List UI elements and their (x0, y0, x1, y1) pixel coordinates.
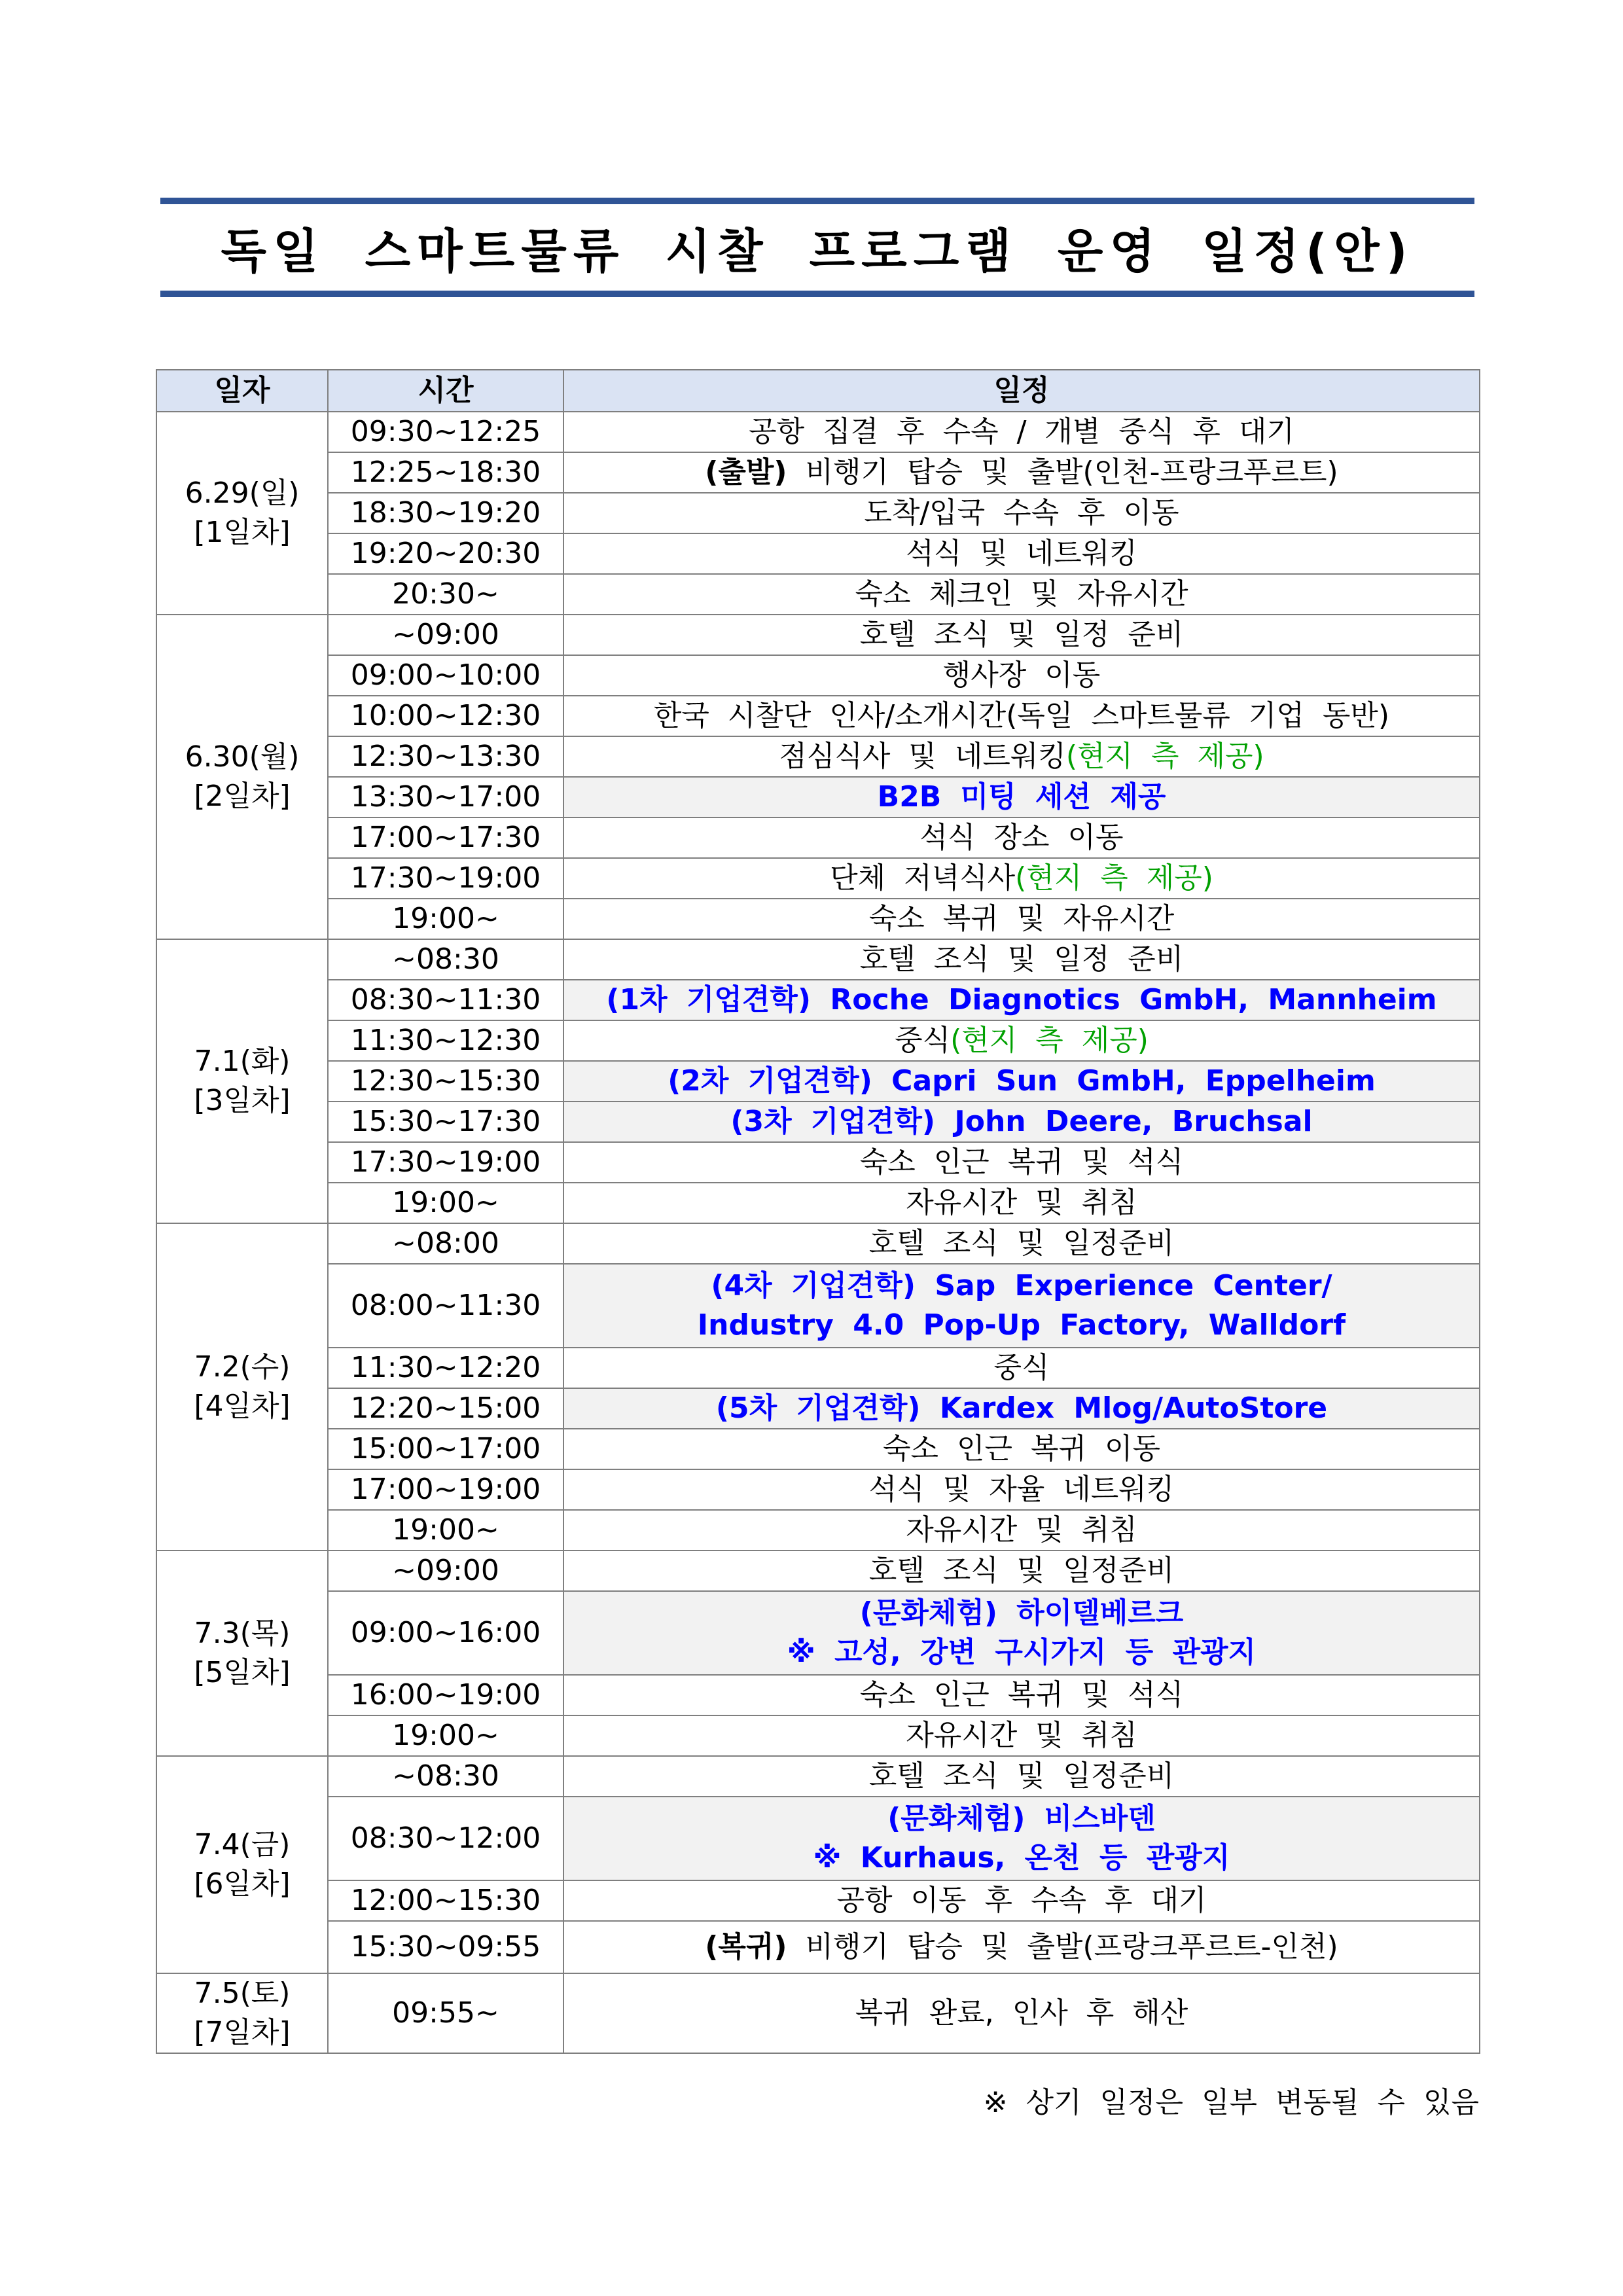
event-cell (563, 1348, 1480, 1388)
time-cell: 17:30~19:00 (328, 858, 563, 899)
event-line (564, 1429, 1479, 1469)
schedule-row (156, 493, 1480, 533)
event-cell (563, 1429, 1480, 1469)
event-text: (문화체험) 하이델베르크 (859, 1596, 1184, 1630)
time-cell: 19:00~ (328, 1510, 563, 1551)
event-note: (현지 측 제공) (950, 1024, 1149, 1057)
title-rule-top (160, 198, 1474, 204)
schedule-row (156, 696, 1480, 736)
event-prefix: (복귀) (705, 1930, 787, 1964)
time-cell: 13:30~17:00 (328, 777, 563, 817)
event-cell (563, 939, 1480, 980)
schedule-row (156, 899, 1480, 939)
date-cell (156, 1223, 328, 1551)
event-cell (563, 1591, 1480, 1675)
schedule-row (156, 939, 1480, 980)
event-line (564, 575, 1479, 614)
event-cell (563, 1469, 1480, 1510)
time-cell: 12:20~15:00 (328, 1388, 563, 1429)
time-cell: 12:30~13:30 (328, 736, 563, 777)
schedule-row (156, 817, 1480, 858)
event-text: 공항 집결 후 수속 / 개별 중식 후 대기 (749, 415, 1294, 448)
schedule-row (156, 736, 1480, 777)
schedule-row (156, 452, 1480, 493)
event-line (564, 1143, 1479, 1182)
schedule-row (156, 1264, 1480, 1348)
time-cell: 15:30~09:55 (328, 1921, 563, 1973)
event-text-2: Industry 4.0 Pop-Up Factory, Walldorf (697, 1308, 1346, 1342)
date-cell (156, 615, 328, 939)
event-text: 자유시간 및 취침 (906, 1513, 1137, 1547)
event-text: 숙소 체크인 및 자유시간 (855, 577, 1188, 611)
event-line (564, 1676, 1479, 1715)
event-cell (563, 899, 1480, 939)
event-text: 중식 (895, 1024, 951, 1057)
event-prefix: (출발) (705, 456, 787, 489)
date-label: 6.29(일) (185, 476, 300, 510)
event-text: 행사장 이동 (942, 658, 1101, 692)
event-text: 석식 및 자율 네트워킹 (868, 1473, 1175, 1506)
schedule-row (156, 1102, 1480, 1142)
day-label: [6일차] (194, 1867, 291, 1901)
event-text: 석식 장소 이동 (919, 821, 1124, 854)
event-line (564, 1389, 1479, 1428)
day-label: [1일차] (194, 516, 291, 549)
event-cell (563, 980, 1480, 1020)
event-cell (563, 1510, 1480, 1551)
event-line (564, 1594, 1479, 1633)
event-text: 중식 (993, 1351, 1050, 1384)
event-text: 복귀 완료, 인사 후 해산 (855, 1996, 1188, 2030)
schedule-row (156, 1675, 1480, 1715)
event-line (564, 1266, 1479, 1306)
schedule-body (156, 412, 1480, 2053)
time-cell: ~09:00 (328, 615, 563, 655)
header-date: 일자 (156, 370, 328, 412)
schedule-row (156, 1388, 1480, 1429)
page-title: 독일 스마트물류 시찰 프로그램 운영 일정(안) (221, 224, 1414, 279)
schedule-row (156, 1551, 1480, 1591)
event-cell (563, 696, 1480, 736)
time-cell: 15:00~17:00 (328, 1429, 563, 1469)
event-line (564, 453, 1479, 492)
event-text: 숙소 인근 복귀 및 석식 (859, 1678, 1184, 1712)
event-text: (1차 기업견학) Roche Diagnotics GmbH, Mannheim (606, 983, 1437, 1016)
event-cell (563, 1675, 1480, 1715)
date-label: 7.5(토) (194, 1977, 291, 2010)
date-label: 7.3(목) (194, 1617, 291, 1650)
event-text: (2차 기업견학) Capri Sun GmbH, Eppelheim (668, 1064, 1376, 1098)
schedule-row (156, 615, 1480, 655)
time-cell: 08:30~12:00 (328, 1797, 563, 1880)
event-note: (현지 측 제공) (1015, 861, 1213, 895)
schedule-row (156, 1756, 1480, 1797)
event-line (564, 778, 1479, 817)
event-line-2 (564, 1839, 1479, 1878)
event-line (564, 1716, 1479, 1755)
event-cell (563, 1551, 1480, 1591)
schedule-row (156, 1510, 1480, 1551)
event-line (564, 1102, 1479, 1141)
event-text: 비행기 탑승 및 출발(인천-프랑크푸르트) (787, 456, 1338, 489)
schedule-row (156, 412, 1480, 452)
event-line-2 (564, 1306, 1479, 1345)
time-cell: 12:30~15:30 (328, 1061, 563, 1102)
event-cell (563, 1797, 1480, 1880)
event-line (564, 1511, 1479, 1550)
event-line (564, 818, 1479, 857)
event-text: 석식 및 네트워킹 (906, 537, 1137, 570)
schedule-row (156, 574, 1480, 615)
event-cell (563, 1142, 1480, 1183)
event-text: 도착/입국 수속 후 이동 (864, 496, 1179, 529)
event-cell (563, 1020, 1480, 1061)
time-cell: 15:30~17:30 (328, 1102, 563, 1142)
event-text: 단체 저녁식사 (830, 861, 1016, 895)
date-cell (156, 1551, 328, 1756)
schedule-row (156, 980, 1480, 1020)
time-cell: 19:00~ (328, 1183, 563, 1223)
event-line (564, 940, 1479, 979)
day-label: [4일차] (194, 1390, 291, 1423)
date-cell (156, 1973, 328, 2053)
event-cell (563, 1264, 1480, 1348)
date-label: 7.4(금) (194, 1828, 291, 1861)
event-line (564, 412, 1479, 452)
event-line (564, 656, 1479, 695)
time-cell: 12:25~18:30 (328, 452, 563, 493)
event-line (564, 1799, 1479, 1839)
event-text: (문화체험) 비스바덴 (887, 1802, 1156, 1835)
event-line (564, 534, 1479, 573)
event-line (564, 1183, 1479, 1223)
date-label: 6.30(월) (185, 740, 300, 774)
event-cell (563, 777, 1480, 817)
event-line (564, 615, 1479, 655)
event-cell (563, 1880, 1480, 1921)
event-cell (563, 615, 1480, 655)
event-note: (현지 측 제공) (1065, 740, 1264, 773)
event-cell (563, 1102, 1480, 1142)
event-line (564, 1348, 1479, 1388)
event-line (564, 1021, 1479, 1060)
time-cell: 17:00~19:00 (328, 1469, 563, 1510)
day-label: [2일차] (194, 780, 291, 813)
date-label: 7.1(화) (194, 1045, 291, 1078)
time-cell: 19:00~ (328, 899, 563, 939)
schedule-row (156, 1921, 1480, 1973)
time-cell: 08:30~11:30 (328, 980, 563, 1020)
event-cell (563, 655, 1480, 696)
time-cell: 09:00~16:00 (328, 1591, 563, 1675)
event-text: B2B 미팅 세션 제공 (877, 780, 1166, 814)
time-cell: 18:30~19:20 (328, 493, 563, 533)
schedule-table (156, 369, 1480, 2054)
time-cell: 12:00~15:30 (328, 1880, 563, 1921)
schedule-row (156, 1020, 1480, 1061)
event-text: (5차 기업견학) Kardex Mlog/AutoStore (715, 1391, 1328, 1425)
event-line-2 (564, 1633, 1479, 1672)
schedule-row (156, 1429, 1480, 1469)
event-cell (563, 736, 1480, 777)
event-cell (563, 574, 1480, 615)
event-line (564, 493, 1479, 533)
event-text: 숙소 복귀 및 자유시간 (868, 902, 1175, 935)
schedule-row (156, 1142, 1480, 1183)
event-line (564, 1224, 1479, 1263)
time-cell: ~08:00 (328, 1223, 563, 1264)
time-cell: 09:30~12:25 (328, 412, 563, 452)
event-text: (4차 기업견학) Sap Experience Center/ (711, 1269, 1332, 1302)
event-cell (563, 817, 1480, 858)
event-text: 점심식사 및 네트워킹 (779, 740, 1066, 773)
schedule-row (156, 533, 1480, 574)
event-line (564, 1062, 1479, 1101)
event-text: (3차 기업견학) John Deere, Bruchsal (730, 1105, 1313, 1138)
event-line (564, 1470, 1479, 1509)
time-cell: 19:00~ (328, 1715, 563, 1756)
time-cell: 17:00~17:30 (328, 817, 563, 858)
time-cell: 17:30~19:00 (328, 1142, 563, 1183)
event-line (564, 980, 1479, 1020)
time-cell: ~09:00 (328, 1551, 563, 1591)
schedule-row (156, 1183, 1480, 1223)
event-line (564, 737, 1479, 776)
event-text: 호텔 조식 및 일정준비 (868, 1759, 1175, 1793)
event-text: 호텔 조식 및 일정 준비 (859, 942, 1184, 976)
event-cell (563, 858, 1480, 899)
event-line (564, 899, 1479, 939)
event-line (564, 1551, 1479, 1590)
time-cell: ~08:30 (328, 1756, 563, 1797)
event-cell (563, 533, 1480, 574)
day-label: [3일차] (194, 1084, 291, 1117)
title-rule-bottom (160, 291, 1474, 297)
event-cell (563, 1973, 1480, 2053)
schedule-row (156, 1469, 1480, 1510)
day-label: [7일차] (194, 2016, 291, 2049)
header-schedule: 일정 (563, 370, 1480, 412)
event-cell (563, 452, 1480, 493)
time-cell: ~08:30 (328, 939, 563, 980)
date-cell (156, 1756, 328, 1973)
schedule-row (156, 1797, 1480, 1880)
schedule-row (156, 1715, 1480, 1756)
time-cell: 09:00~10:00 (328, 655, 563, 696)
event-text: 호텔 조식 및 일정준비 (868, 1227, 1175, 1260)
event-cell (563, 1061, 1480, 1102)
event-cell (563, 1183, 1480, 1223)
event-cell (563, 1388, 1480, 1429)
event-line (564, 1928, 1479, 1967)
date-label: 7.2(수) (194, 1350, 291, 1384)
event-text: 비행기 탑승 및 출발(프랑크푸르트-인천) (787, 1930, 1338, 1964)
event-cell (563, 1223, 1480, 1264)
date-cell (156, 412, 328, 615)
event-text: 호텔 조식 및 일정 준비 (859, 618, 1184, 651)
schedule-row (156, 1223, 1480, 1264)
event-text: 자유시간 및 취침 (906, 1186, 1137, 1219)
header-row (156, 370, 1480, 412)
event-cell (563, 1921, 1480, 1973)
event-cell (563, 1715, 1480, 1756)
schedule-row (156, 1061, 1480, 1102)
day-label: [5일차] (194, 1656, 291, 1689)
schedule-row (156, 1880, 1480, 1921)
footnote: ※ 상기 일정은 일부 변동될 수 있음 (983, 2086, 1479, 2119)
schedule-row (156, 858, 1480, 899)
event-text: 호텔 조식 및 일정준비 (868, 1554, 1175, 1587)
time-cell: 19:20~20:30 (328, 533, 563, 574)
event-line (564, 1757, 1479, 1796)
schedule-row (156, 777, 1480, 817)
time-cell: 11:30~12:20 (328, 1348, 563, 1388)
event-cell (563, 1756, 1480, 1797)
event-line (564, 696, 1479, 736)
schedule-row (156, 1591, 1480, 1675)
event-text: 한국 시찰단 인사/소개시간(독일 스마트물류 기업 동반) (653, 699, 1390, 732)
event-line (564, 1994, 1479, 2033)
time-cell: 16:00~19:00 (328, 1675, 563, 1715)
schedule-row (156, 1973, 1480, 2053)
time-cell: 09:55~ (328, 1973, 563, 2053)
time-cell: 10:00~12:30 (328, 696, 563, 736)
event-text: 자유시간 및 취침 (906, 1719, 1137, 1752)
event-cell (563, 412, 1480, 452)
event-line (564, 859, 1479, 898)
schedule-row (156, 655, 1480, 696)
time-cell: 20:30~ (328, 574, 563, 615)
date-cell (156, 939, 328, 1223)
event-cell (563, 493, 1480, 533)
event-text: 숙소 인근 복귀 및 석식 (859, 1145, 1184, 1179)
schedule-row (156, 1348, 1480, 1388)
header-time: 시간 (328, 370, 563, 412)
event-text-2: ※ Kurhaus, 온천 등 관광지 (813, 1841, 1230, 1874)
time-cell: 11:30~12:30 (328, 1020, 563, 1061)
event-text: 숙소 인근 복귀 이동 (883, 1432, 1160, 1465)
time-cell: 08:00~11:30 (328, 1264, 563, 1348)
event-text-2: ※ 고성, 강변 구시가지 등 관광지 (787, 1636, 1257, 1669)
event-line (564, 1881, 1479, 1920)
event-text: 공항 이동 후 수속 후 대기 (836, 1884, 1207, 1917)
